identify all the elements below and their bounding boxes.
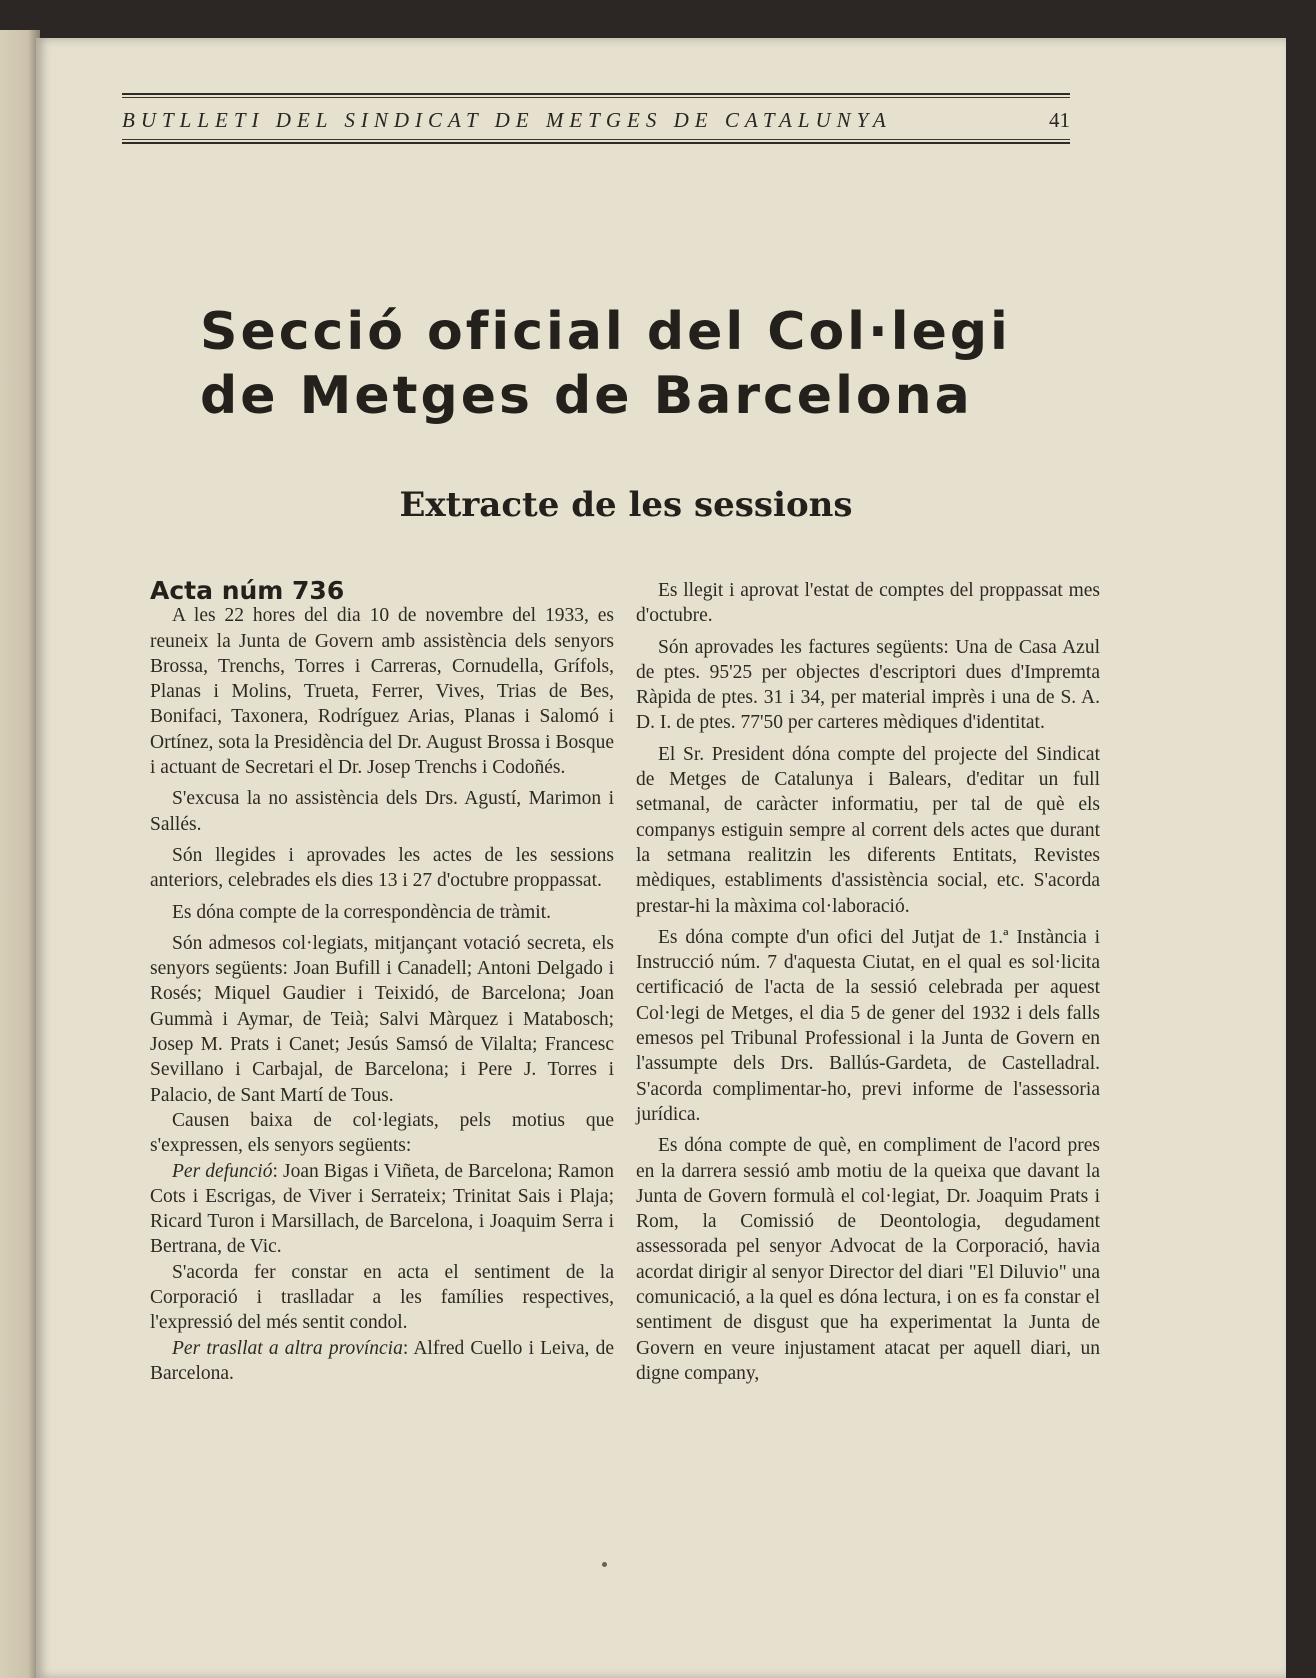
page-speck xyxy=(602,1562,607,1567)
running-head xyxy=(122,93,1070,146)
defuncio-label: Per defunció xyxy=(172,1160,273,1182)
paragraph: Són aprovades les factures següents: Una de Casa Azul de ptes. 95'25 per objectes d'escriptori dues d'Impremta Ràpida de ptes. 31 i 34, per material imprès i una de S. A. D. I. de ptes. 77'50 per carteres mèdiques d'identitat. xyxy=(636,636,1100,734)
bottom-rule-thin xyxy=(122,139,1070,140)
previous-page-edge xyxy=(0,30,40,1678)
journal-title: BUTLLETI DEL SINDICAT DE METGES DE CATALUNYA xyxy=(122,108,892,132)
paragraph: Es dóna compte de què, en compliment de l'acord pres en la darrera sessió amb motiu de la queixa que davant la Junta de Govern formulà el col·legiat, Dr. Joaquim Prats i Rom, la Comissió de Deontologia, degudament assessorada pel senyor Advocat de la Corporació, havia acordat dirigir al senyor Director del diari "El Diluvio" una comunicació, a la quel es dóna lectura, i on es fa constar el sentiment de disgust que ha experimentat la Junta de Govern en veure injustament atacat per aquell diari, un digne company, xyxy=(636,1135,1100,1384)
paragraph: Causen baixa de col·legiats, pels motius que s'expressen, els senyors següents: xyxy=(150,1109,614,1157)
left-column xyxy=(150,578,614,1386)
top-rule-thin xyxy=(122,97,1070,98)
acta-heading: Acta núm 736 xyxy=(150,576,345,605)
top-rule xyxy=(122,93,1070,95)
paragraph: S'acorda fer constar en acta el sentiment de la Corporació i traslladar a les famílies respectives, l'expressió del més sentit condol. xyxy=(150,1261,614,1334)
title-line-1: Secció oficial del Col·legi xyxy=(200,302,1011,362)
trasllat-text: : Alfred Cuello i Leiva, de Barcelona. xyxy=(150,1337,614,1384)
paragraph: El Sr. President dóna compte del projecte del Sindicat de Metges de Catalunya i Balears, d'editar un full setmanal, de caràcter informatiu, per tal de què els companys estiguin sempre al corrent dels actes que durant la setmana realitzin les diferents Entitats, Revistes mèdiques, establiments d'assistència social, etc. S'acorda prestar-hi la màxima col·laboració. xyxy=(636,743,1100,917)
bottom-rule xyxy=(122,142,1070,144)
paragraph: A les 22 hores del dia 10 de novembre del 1933, es reuneix la Junta de Govern amb assistència dels senyors Brossa, Trenchs, Torres i Carreras, Cornudella, Grífols, Planas i Molins, Trueta, Ferrer, Vives, Trias de Bes, Bonifaci, Taxonera, Rodríguez Arias, Planas i Salomó i Ortínez, sota la Presidència del Dr. August Brossa i Bosque i actuant de Secretari el Dr. Josep Trenchs i Codoñés. xyxy=(150,605,614,779)
page-number: 41 xyxy=(1049,108,1070,132)
defuncio-paragraph xyxy=(150,1159,614,1260)
title-line-2: de Metges de Barcelona xyxy=(200,366,973,426)
paragraph: Són llegides i aprovades les actes de les sessions anteriors, celebrades els dies 13 i 27 d'octubre proppassat. xyxy=(150,844,614,892)
trasllat-paragraph xyxy=(150,1336,614,1387)
section-title xyxy=(200,300,1060,428)
paragraph: Es llegit i aprovat l'estat de comptes del proppassat mes d'octubre. xyxy=(636,580,1100,627)
paragraph: S'excusa la no assistència dels Drs. Agustí, Marimon i Sallés. xyxy=(150,788,614,835)
section-subtitle: Extracte de les sessions xyxy=(399,485,853,525)
trasllat-label: Per trasllat a altra província xyxy=(172,1337,403,1359)
right-column xyxy=(636,578,1100,1386)
paragraph: Es dóna compte d'un ofici del Jutjat de 1.ª Instància i Instrucció núm. 7 d'aquesta Ciutat, en el qual es sol·licita certificació de l'acta de la sessió celebrada per aquest Col·legi de Metges, el dia 5 de gener del 1932 i dels falls emesos pel Tribunal Professional i la Junta de Govern en l'assumpte dels Drs. Ballús-Gardeta, de Castelladral. S'acorda complimentar-ho, previ informe de l'assessoria jurídica. xyxy=(636,926,1100,1125)
running-head-line xyxy=(122,100,1070,139)
paragraph: Són admesos col·legiats, mitjançant votació secreta, els senyors següents: Joan Bufill i Canadell; Antoni Delgado i Rosés; Miquel Gaudier i Teixidó, de Barcelona; Joan Gummà i Aymar, de Teià; Salvi Màrquez i Matabosch; Josep M. Prats i Canet; Jesús Samsó de Vilalta; Francesc Sevillano i Carbajal, de Barcelona; i Pere J. Torres i Palacio, de Sant Martí de Tous. xyxy=(150,932,614,1106)
defuncio-text: : Joan Bigas i Viñeta, de Barcelona; Ramon Cots i Escrigas, de Viver i Serrateix; Trinitat Sais i Plaja; Ricard Turon i Marsillach, de Barcelona, i Joaquim Serra i Bertrana, de Vic. xyxy=(150,1160,614,1258)
paragraph: Es dóna compte de la correspondència de tràmit. xyxy=(172,901,552,923)
